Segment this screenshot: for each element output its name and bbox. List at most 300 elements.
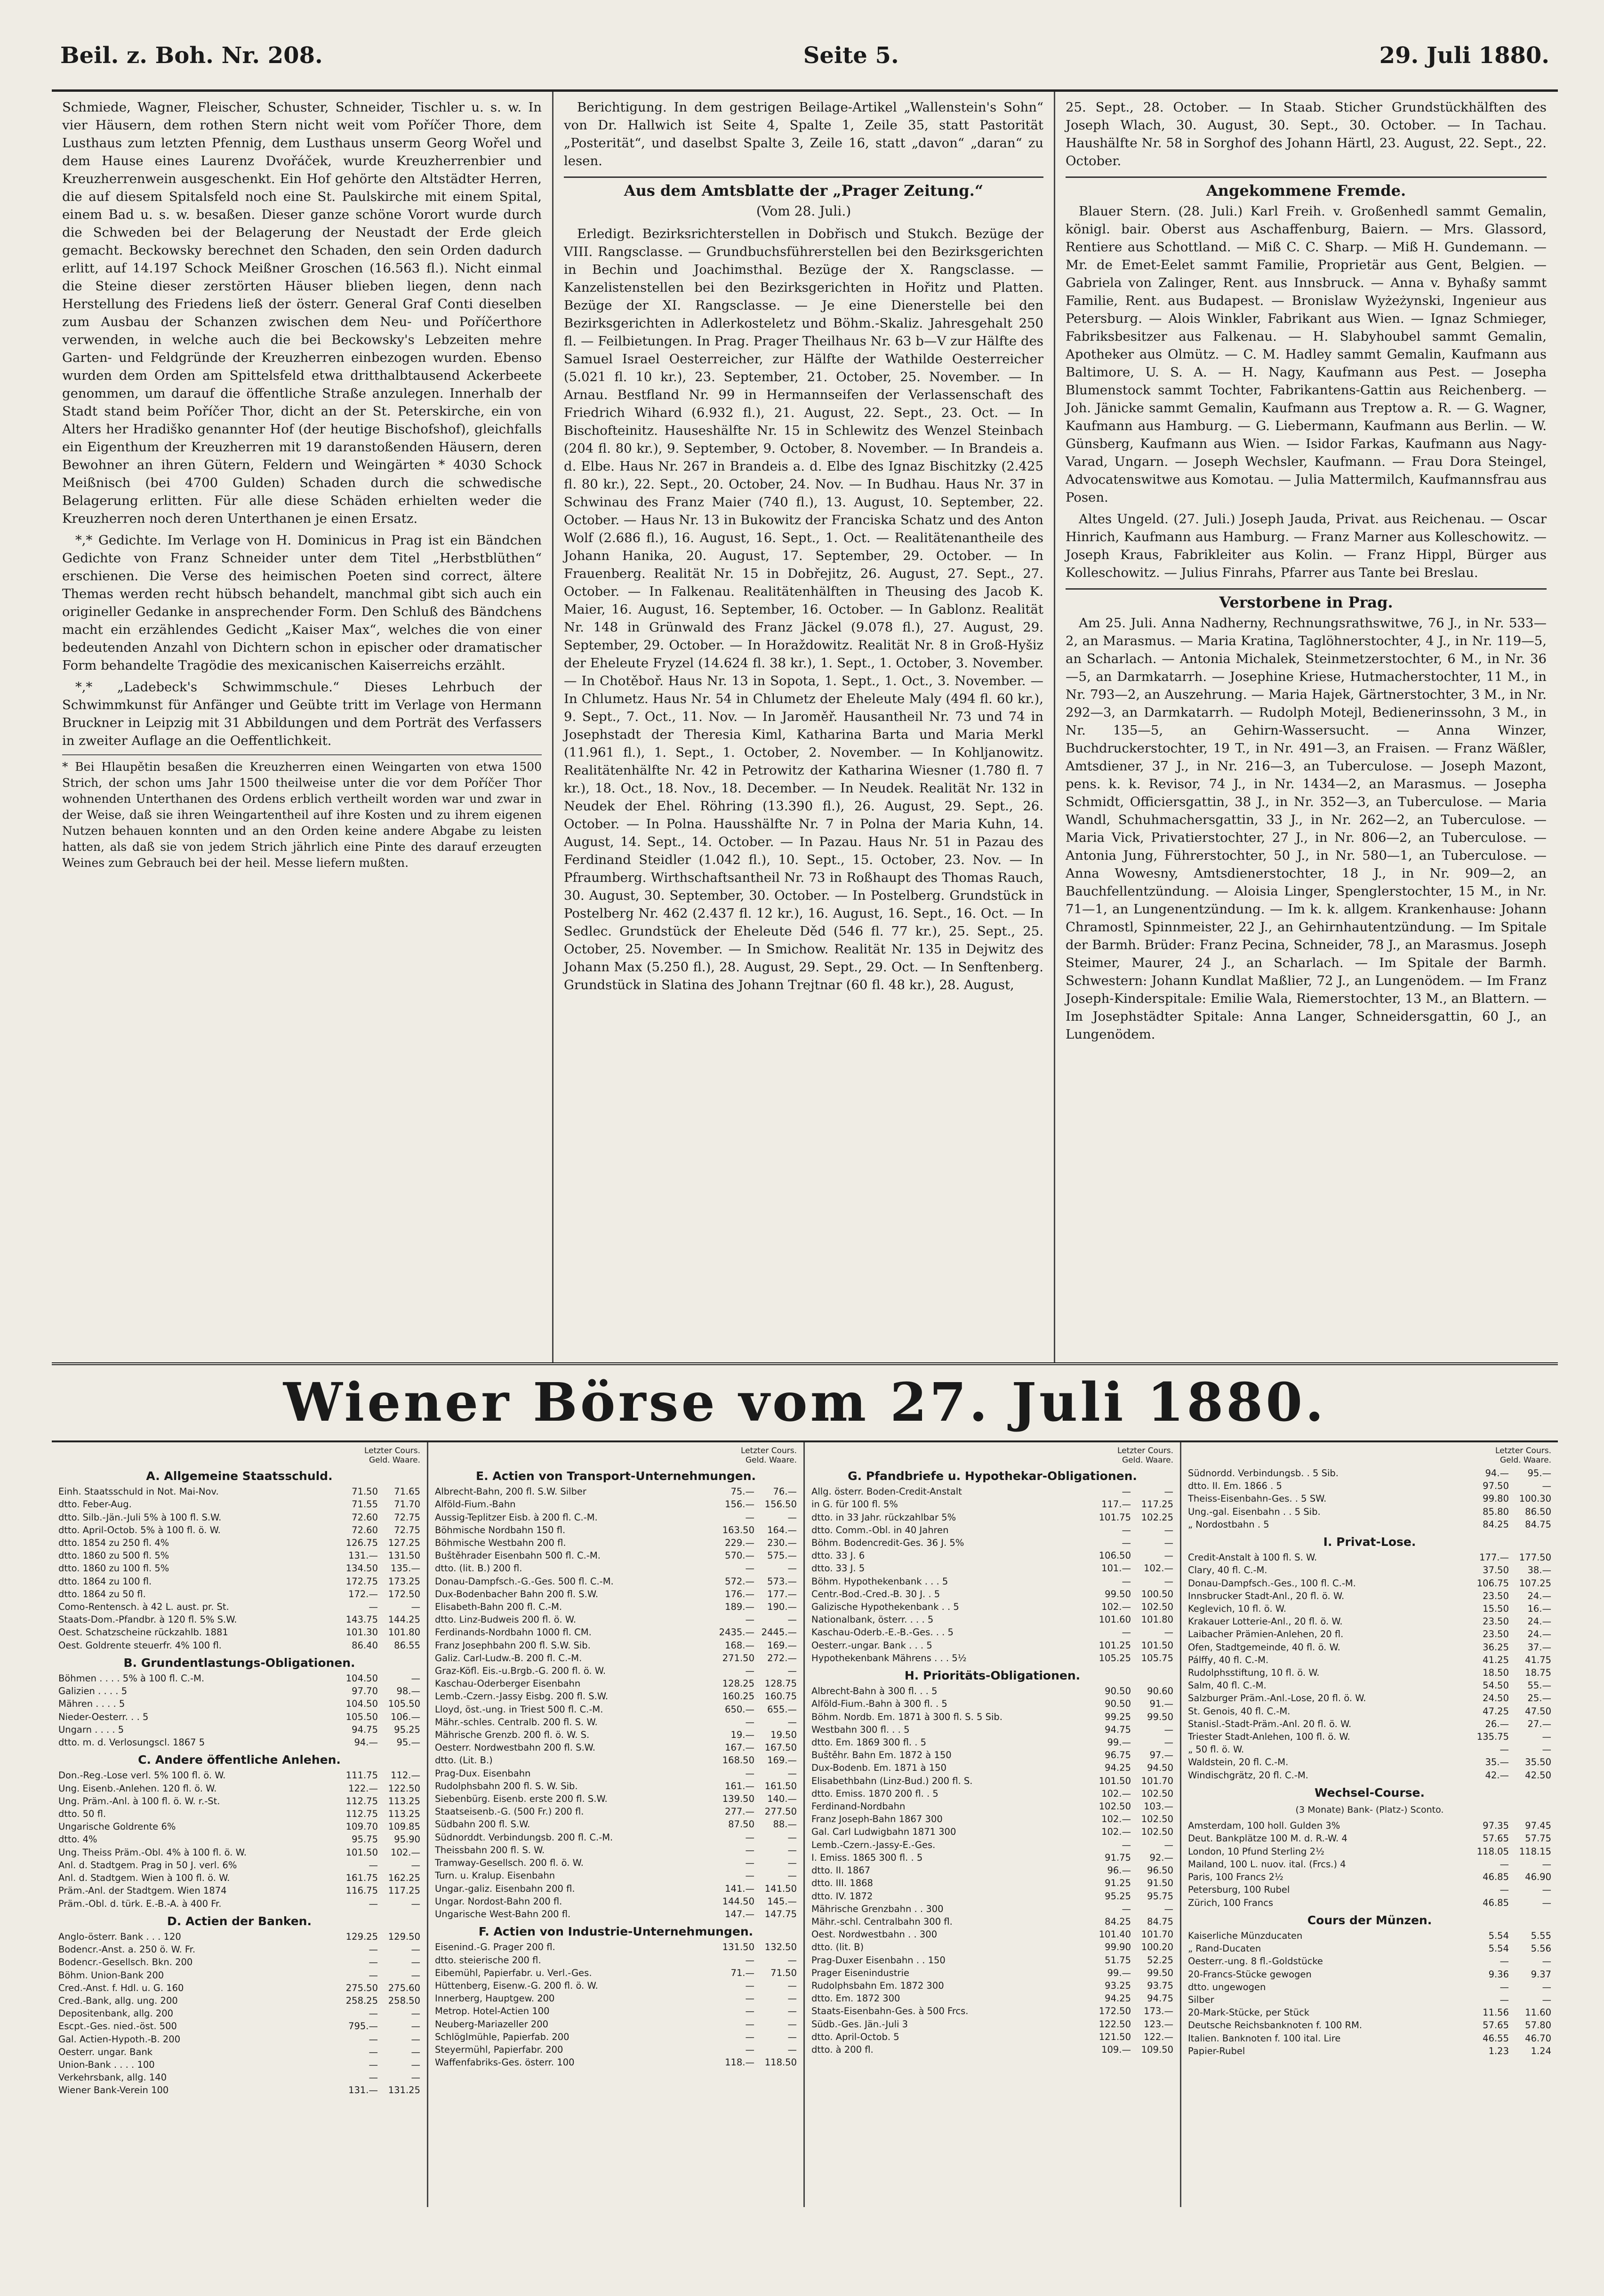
price-money: — bbox=[369, 1969, 378, 1981]
price-goods: 91.— bbox=[1149, 1698, 1173, 1710]
price-money: 75.— bbox=[730, 1486, 754, 1497]
security-name: Westbahn 300 fl. . . 5 bbox=[811, 1724, 910, 1735]
price-money: 96.75 bbox=[1105, 1750, 1131, 1761]
price-money: 122.— bbox=[348, 1783, 378, 1794]
price-money: 42.— bbox=[1485, 1769, 1509, 1781]
exchange-row bbox=[811, 1697, 1173, 1710]
price-money: 102.— bbox=[1101, 1814, 1131, 1825]
price-money: — bbox=[369, 1898, 378, 1909]
price-goods: 72.75 bbox=[394, 1512, 420, 1523]
price-money: 131.50 bbox=[722, 1942, 754, 1953]
price-goods: 573.— bbox=[767, 1576, 797, 1587]
price-money: — bbox=[745, 1665, 754, 1677]
price-money: 122.50 bbox=[1099, 2018, 1131, 2030]
price-goods: 11.60 bbox=[1525, 2007, 1551, 2018]
exchange-row bbox=[1188, 1518, 1551, 1531]
footnote: * Bei Hlaupětin besaßen die Kreuzherren einen Weingarten von etwa 1500 Strich, der schon ums Jahr 1500 theilweise unter die vor dem Poříčer Thor wohnenden Unterthanen des Ordens erblich vertheilt worden war und zwar in der Weise, daß sie ihren Weingartentheil auf ihre Kosten und zu ihrem eigenen Nutzen behauen konnten und an den Orden keine andere Abgabe zu leisten hatten, als daß sie von jedem Strich jährlich eine Pinte des darauf erzeugten Weines zum Gebrauch bei der heil. Messe liefern mußten. bbox=[62, 754, 542, 871]
exchange-row bbox=[811, 1600, 1173, 1613]
exchange-row bbox=[1188, 1858, 1551, 1871]
price-money: 116.75 bbox=[345, 1885, 378, 1896]
column-1 bbox=[52, 92, 553, 1362]
exchange-row bbox=[58, 1711, 420, 1723]
exchange-section-title: D. Actien der Banken. bbox=[167, 1914, 312, 1928]
stock-exchange-title: Wiener Börse vom 27. Juli 1880. bbox=[52, 1365, 1558, 1442]
price-goods: 95.— bbox=[1527, 1468, 1551, 1479]
security-name: Italien. Banknoten f. 100 ital. Lire bbox=[1188, 2032, 1341, 2044]
price-money: — bbox=[369, 2008, 378, 2019]
exchange-row bbox=[435, 1856, 797, 1869]
price-money: 105.25 bbox=[1099, 1652, 1131, 1664]
price-money: 126.75 bbox=[345, 1537, 378, 1549]
security-name: Amsterdam, 100 holl. Gulden 3% bbox=[1188, 1820, 1340, 1832]
price-money: — bbox=[369, 2046, 378, 2057]
security-name: Mähr.-schles. Centralb. 200 fl. S. W. bbox=[435, 1716, 598, 1728]
price-money: — bbox=[745, 2018, 754, 2030]
security-name: Albrecht-Bahn, 200 fl. S.W. Silber bbox=[435, 1486, 586, 1497]
exchange-row bbox=[1188, 2045, 1551, 2057]
price-money: — bbox=[369, 2033, 378, 2045]
exchange-row bbox=[1188, 1705, 1551, 1718]
price-money: 11.56 bbox=[1483, 2007, 1509, 2018]
price-goods: 94.50 bbox=[1147, 1762, 1173, 1774]
security-name: Alföld-Fium.-Bahn à 300 fl. . 5 bbox=[811, 1698, 947, 1710]
price-money: — bbox=[745, 1563, 754, 1574]
exchange-row bbox=[811, 1825, 1173, 1838]
price-money: 104.50 bbox=[345, 1698, 378, 1710]
security-name: Buštěhrader Eisenbahn 500 fl. C.-M. bbox=[435, 1550, 601, 1561]
price-goods: 123.— bbox=[1144, 2018, 1173, 2030]
security-name: I. Emiss. 1865 300 fl. . 5 bbox=[811, 1852, 923, 1863]
security-name: dtto. à 200 fl. bbox=[811, 2044, 874, 2055]
exchange-row bbox=[811, 1536, 1173, 1549]
price-money: 96.— bbox=[1107, 1865, 1131, 1876]
price-money: 97.70 bbox=[352, 1686, 378, 1697]
security-name: Theiss-Eisenbahn-Ges. . 5 SW. bbox=[1188, 1493, 1327, 1504]
security-name: Siebenbürg. Eisenb. erste 200 fl. S.W. bbox=[435, 1793, 608, 1805]
exchange-row bbox=[435, 1664, 797, 1677]
security-name: Oest. Nordwestbahn . . 300 bbox=[811, 1929, 938, 1940]
exchange-row bbox=[811, 1749, 1173, 1761]
price-goods: 113.25 bbox=[388, 1808, 420, 1820]
security-name: dtto. IV. 1872 bbox=[811, 1890, 873, 1902]
exchange-row bbox=[58, 1769, 420, 1782]
exchange-row bbox=[435, 1869, 797, 1882]
security-name: dtto. 33 J. 6 bbox=[811, 1550, 865, 1561]
price-money: 94.— bbox=[354, 1737, 378, 1748]
exchange-row bbox=[435, 1741, 797, 1754]
exchange-section-title: E. Actien von Transport-Unternehmungen. bbox=[476, 1469, 756, 1483]
column-header: Letzter Cours. Geld. Waare. bbox=[1117, 1446, 1173, 1465]
security-name: Böhmische Westbahn 200 fl. bbox=[435, 1537, 566, 1549]
price-money: — bbox=[745, 2031, 754, 2042]
price-goods: 84.75 bbox=[1525, 1519, 1551, 1530]
section-title: Angekommene Fremde. bbox=[1066, 176, 1547, 200]
price-money: 23.50 bbox=[1483, 1629, 1509, 1640]
price-goods: 655.— bbox=[767, 1704, 797, 1715]
price-goods: 100.20 bbox=[1141, 1942, 1173, 1953]
security-name: Cred.-Anst. f. Hdl. u. G. 160 bbox=[58, 1982, 184, 1993]
price-goods: 1.24 bbox=[1531, 2045, 1551, 2056]
security-name: Silber bbox=[1188, 1994, 1214, 2005]
security-name: dtto. 1860 zu 100 fl. 5% bbox=[58, 1563, 169, 1574]
price-money: 72.60 bbox=[352, 1512, 378, 1523]
exchange-row bbox=[58, 1498, 420, 1511]
exchange-row bbox=[811, 1652, 1173, 1664]
article-paragraph: 25. Sept., 28. October. — In Staab. Sticher Grundstückhälften des Joseph Wlach, 30. August, 30. Sept., 30. October. — In Tachau. Haushälfte Nr. 58 in Sorghof des Johann Härtl, 23. August, 22. Sept., 22. October. bbox=[1066, 100, 1547, 168]
exchange-row bbox=[811, 1511, 1173, 1524]
security-name: Waffenfabriks-Ges. österr. 100 bbox=[435, 2057, 575, 2068]
price-goods: — bbox=[787, 1716, 797, 1728]
price-goods: 46.90 bbox=[1525, 1872, 1551, 1883]
price-goods: 5.56 bbox=[1531, 1943, 1551, 1954]
security-name: Paris, 100 Francs 2½ bbox=[1188, 1872, 1283, 1883]
price-money: 167.— bbox=[725, 1742, 754, 1753]
exchange-row bbox=[1188, 1590, 1551, 1602]
security-name: „ 50 fl. ö. W. bbox=[1188, 1744, 1244, 1755]
price-money: 102.— bbox=[1101, 1788, 1131, 1799]
price-goods: 272.— bbox=[767, 1652, 797, 1664]
price-goods: 84.75 bbox=[1147, 1916, 1173, 1927]
price-goods: 575.— bbox=[767, 1550, 797, 1561]
price-money: — bbox=[1500, 1981, 1509, 1992]
exchange-row bbox=[58, 2058, 420, 2071]
exchange-row bbox=[1188, 1819, 1551, 1832]
price-goods: 135.— bbox=[391, 1563, 420, 1574]
price-money: 139.50 bbox=[722, 1793, 754, 1805]
price-money: 111.75 bbox=[345, 1770, 378, 1781]
price-money: — bbox=[1500, 1858, 1509, 1870]
price-money: — bbox=[369, 1944, 378, 1955]
security-name: Präm.-Anl. der Stadtgem. Wien 1874 bbox=[58, 1885, 227, 1896]
price-money: 99.80 bbox=[1483, 1493, 1509, 1504]
exchange-row bbox=[435, 1588, 797, 1600]
exchange-row bbox=[1188, 1993, 1551, 2006]
price-goods: 106.— bbox=[391, 1711, 420, 1722]
exchange-row bbox=[1188, 1718, 1551, 1730]
exchange-row bbox=[1188, 1871, 1551, 1883]
price-money: 102.— bbox=[1101, 1601, 1131, 1613]
price-goods: 164.— bbox=[767, 1524, 797, 1536]
exchange-row bbox=[811, 1736, 1173, 1749]
price-goods: 101.70 bbox=[1141, 1775, 1173, 1786]
exchange-row bbox=[435, 1792, 797, 1805]
price-money: 172.50 bbox=[1099, 2006, 1131, 2017]
price-money: 19.— bbox=[730, 1729, 754, 1741]
price-money: — bbox=[1122, 1486, 1131, 1497]
security-name: Keglevich, 10 fl. ö. W. bbox=[1188, 1603, 1286, 1615]
exchange-row bbox=[58, 2033, 420, 2046]
exchange-column bbox=[1181, 1442, 1558, 2207]
price-goods: — bbox=[411, 1601, 420, 1613]
security-name: Böhm. Hypothekenbank . . . 5 bbox=[811, 1576, 948, 1587]
price-goods: — bbox=[411, 2046, 420, 2057]
price-money: 189.— bbox=[725, 1601, 754, 1613]
exchange-row bbox=[811, 1524, 1173, 1536]
security-name: Südnorddt. Verbindungsb. 200 fl. C.-M. bbox=[435, 1832, 613, 1843]
security-name: Ung. Theiss Präm.-Obl. 4% à 100 fl. ö. W. bbox=[58, 1847, 247, 1858]
price-goods: — bbox=[1164, 1537, 1173, 1549]
price-goods: — bbox=[411, 1859, 420, 1871]
security-name: Ung. Präm.-Anl. à 100 fl. ö. W. r.-St. bbox=[58, 1795, 220, 1807]
price-goods: 88.— bbox=[773, 1819, 797, 1830]
exchange-row bbox=[811, 1711, 1173, 1723]
exchange-row bbox=[811, 1588, 1173, 1600]
price-money: 121.50 bbox=[1099, 2031, 1131, 2042]
issue-date: 29. Juli 1880. bbox=[1379, 42, 1549, 69]
price-goods: 41.75 bbox=[1525, 1654, 1551, 1665]
price-goods: 9.37 bbox=[1531, 1968, 1551, 1980]
exchange-row bbox=[1188, 1628, 1551, 1640]
price-goods: 71.70 bbox=[394, 1499, 420, 1510]
security-name: Ungarische West-Bahn 200 fl. bbox=[435, 1908, 571, 1920]
price-money: 102.50 bbox=[1099, 1801, 1131, 1812]
price-goods: — bbox=[787, 1844, 797, 1856]
security-name: dtto. steierische 200 fl. bbox=[435, 1954, 541, 1966]
security-name: Ungar.-galiz. Eisenbahn 200 fl. bbox=[435, 1883, 575, 1894]
security-name: Böhm. Union-Bank 200 bbox=[58, 1969, 164, 1981]
price-money: — bbox=[745, 1993, 754, 2004]
price-goods: — bbox=[411, 1898, 420, 1909]
price-money: 156.— bbox=[725, 1499, 754, 1510]
exchange-row bbox=[435, 1728, 797, 1741]
price-goods: 91.50 bbox=[1147, 1878, 1173, 1889]
security-name: dtto. II. 1867 bbox=[811, 1865, 871, 1876]
price-goods: 52.25 bbox=[1147, 1954, 1173, 1966]
price-goods: — bbox=[787, 1954, 797, 1966]
exchange-row bbox=[1188, 1929, 1551, 1942]
exchange-row bbox=[811, 1761, 1173, 1774]
exchange-section-title: A. Allgemeine Staatsschuld. bbox=[146, 1469, 333, 1483]
price-goods: 131.25 bbox=[388, 2085, 420, 2096]
price-goods: — bbox=[1542, 1744, 1551, 1755]
price-goods: — bbox=[787, 2006, 797, 2017]
price-goods: — bbox=[1542, 1956, 1551, 1967]
price-money: 271.50 bbox=[722, 1652, 754, 1664]
security-name: dtto. 50 fl. bbox=[58, 1808, 106, 1820]
exchange-row bbox=[1188, 1577, 1551, 1590]
price-goods: — bbox=[1164, 1903, 1173, 1914]
price-goods: 118.50 bbox=[764, 2057, 797, 2068]
price-goods: — bbox=[1542, 1897, 1551, 1908]
price-goods: 93.75 bbox=[1147, 1980, 1173, 1991]
price-goods: 101.80 bbox=[388, 1627, 420, 1638]
price-money: 41.25 bbox=[1483, 1654, 1509, 1665]
price-goods: 117.25 bbox=[388, 1885, 420, 1896]
price-goods: 109.50 bbox=[1141, 2044, 1173, 2055]
price-money: 160.25 bbox=[722, 1691, 754, 1702]
security-name: Rudolphsstiftung, 10 fl. ö. W. bbox=[1188, 1667, 1320, 1679]
price-money: 99.— bbox=[1107, 1737, 1131, 1748]
exchange-row bbox=[1188, 1505, 1551, 1518]
exchange-row bbox=[811, 2031, 1173, 2043]
price-goods: 101.80 bbox=[1141, 1614, 1173, 1625]
price-money: — bbox=[1122, 1627, 1131, 1638]
exchange-row bbox=[58, 1982, 420, 1994]
price-money: — bbox=[1500, 1744, 1509, 1755]
exchange-row bbox=[58, 1930, 420, 1943]
price-goods: 169.— bbox=[767, 1755, 797, 1766]
security-name: Mailand, 100 L. nuov. ital. (Frcs.) 4 bbox=[1188, 1858, 1346, 1870]
exchange-row bbox=[811, 2043, 1173, 2056]
exchange-row bbox=[58, 1524, 420, 1536]
security-name: Oesterr. Nordwestbahn 200 fl. S.W. bbox=[435, 1742, 595, 1753]
price-money: 141.— bbox=[725, 1883, 754, 1894]
price-goods: 100.30 bbox=[1519, 1493, 1551, 1504]
price-money: 229.— bbox=[725, 1537, 754, 1549]
security-name: Windischgrätz, 20 fl. C.-M. bbox=[1188, 1769, 1308, 1781]
price-goods: 86.50 bbox=[1525, 1506, 1551, 1517]
exchange-row bbox=[811, 1613, 1173, 1626]
security-name: dtto. m. d. Verlosungscl. 1867 5 bbox=[58, 1737, 205, 1748]
price-goods: 190.— bbox=[767, 1601, 797, 1613]
security-name: Centr.-Bod.-Cred.-B. 30 J. . 5 bbox=[811, 1588, 940, 1600]
exchange-row bbox=[58, 1485, 420, 1498]
price-goods: — bbox=[787, 2044, 797, 2055]
security-name: Mähr.-schl. Centralbahn 300 fl. bbox=[811, 1916, 953, 1927]
price-money: 1.23 bbox=[1488, 2045, 1509, 2056]
security-name: Nieder-Oesterr. . . 5 bbox=[58, 1711, 149, 1722]
security-name: Anl. d. Stadtgem. Prag in 50 J. verl. 6% bbox=[58, 1859, 237, 1871]
price-money: 109.— bbox=[1101, 2044, 1131, 2055]
price-goods: — bbox=[1542, 1858, 1551, 1870]
security-name: Turn. u. Kralup. Eisenbahn bbox=[435, 1870, 555, 1881]
security-name: Don.-Reg.-Lose verl. 5% 100 fl. ö. W. bbox=[58, 1770, 226, 1781]
price-money: — bbox=[369, 1957, 378, 1968]
price-money: — bbox=[369, 1859, 378, 1871]
security-name: Innerberg, Hauptgew. 200 bbox=[435, 1993, 555, 2004]
price-money: 26.— bbox=[1485, 1718, 1509, 1729]
price-money: 161.— bbox=[725, 1780, 754, 1792]
security-name: Ungarische Goldrente 6% bbox=[58, 1821, 176, 1832]
security-name: in G. für 100 fl. 5% bbox=[811, 1499, 898, 1510]
security-name: Staatseisenb.-G. (500 Fr.) 200 fl. bbox=[435, 1806, 584, 1817]
price-money: 105.50 bbox=[345, 1711, 378, 1722]
price-money: 112.75 bbox=[345, 1795, 378, 1807]
exchange-row bbox=[435, 2031, 797, 2043]
security-name: Clary, 40 fl. C.-M. bbox=[1188, 1565, 1267, 1576]
price-goods: — bbox=[1164, 1486, 1173, 1497]
security-name: Donau-Dampfsch.-Ges., 100 fl. C.-M. bbox=[1188, 1577, 1356, 1589]
price-money: 144.50 bbox=[722, 1896, 754, 1907]
exchange-row bbox=[435, 2056, 797, 2069]
security-name: Ferdinand-Nordbahn bbox=[811, 1801, 906, 1812]
exchange-row bbox=[1188, 1883, 1551, 1896]
security-name: Pálffy, 40 fl. C.-M. bbox=[1188, 1654, 1269, 1665]
price-money: — bbox=[1122, 1903, 1131, 1914]
price-goods: — bbox=[411, 1957, 420, 1968]
exchange-row bbox=[811, 1967, 1173, 1979]
price-goods: 95.— bbox=[396, 1737, 420, 1748]
security-name: Südb.-Ges. Jän.-Juli 3 bbox=[811, 2018, 908, 2030]
exchange-row bbox=[435, 1754, 797, 1767]
exchange-row bbox=[811, 1575, 1173, 1588]
price-money: 37.50 bbox=[1483, 1565, 1509, 1576]
price-money: 101.50 bbox=[345, 1847, 378, 1858]
price-goods: — bbox=[787, 1857, 797, 1869]
price-goods: — bbox=[1542, 1981, 1551, 1992]
price-money: 112.75 bbox=[345, 1808, 378, 1820]
exchange-row bbox=[811, 1775, 1173, 1787]
security-name: Wiener Bank-Verein 100 bbox=[58, 2085, 169, 2096]
exchange-row bbox=[435, 1844, 797, 1856]
price-money: 147.— bbox=[725, 1908, 754, 1920]
price-money: 135.75 bbox=[1476, 1731, 1509, 1743]
price-goods: — bbox=[787, 2018, 797, 2030]
price-money: 94.25 bbox=[1105, 1762, 1131, 1774]
price-goods: 2445.— bbox=[761, 1627, 797, 1638]
price-goods: — bbox=[787, 1512, 797, 1523]
price-money: 35.— bbox=[1485, 1757, 1509, 1768]
security-name: Staats-Eisenbahn-Ges. à 500 Frcs. bbox=[811, 2006, 969, 2017]
price-money: 97.35 bbox=[1483, 1820, 1509, 1832]
price-goods: — bbox=[1164, 1737, 1173, 1748]
price-goods: 16.— bbox=[1527, 1603, 1551, 1615]
security-name: dtto. 1864 zu 100 fl. bbox=[58, 1576, 152, 1587]
exchange-row bbox=[435, 1992, 797, 2005]
price-goods: 160.75 bbox=[764, 1691, 797, 1702]
article-paragraph: Schmiede, Wagner, Fleischer, Schuster, Schneider, Tischler u. s. w. In vier Häusern, dem rothen Stern nicht weit vom Poříčer Thore, dem Lusthaus zum letzten Pfennig, dem Lusthaus unserm Georg Wořel und dem Hause eines Laurenz Dvořáček, wurde Kreuzherrenbier und Kreuzherrenwein ausgeschenkt. Ein Hof gehörte den Altstädter Herren, die auf diesem Spitalsfeld noch eine St. Paulskirche mit einem Spital, einem Bad u. s. w. besaßen. Dieser ganze schöne Vorort wurde durch die Schweden bei der Belagerung der Neustadt der Erde gleich gemacht. Beckowsky berechnet den Schaden, den sein Orden dadurch erlitt, auf 14.197 Schock Meißner Groschen (16.563 fl.). Nicht einmal die Steine dieser zerstörten Häuser blieben liegen, denn nach Herstellung des Friedens ließ der österr. General Graf Conti dieselben zum Ausbau der Schanzen zwischen dem Neu- und Poříčerthore verwenden, in welche auch die bei Beckowsky's Lebzeiten mehre Garten- und Feldgründe der Kreuzherren einbezogen wurden. Ebenso wurden dem Orden am Spittelsfeld etwa dritthalbtausend Ackerbeete genommen, um darauf die öffentliche Straße anzulegen. Innerhalb der Stadt stand beim Poříčer Thor, dicht an der St. Peterskirche, ein von Alters her Hradiško genannter Hof (der heutige Bischofshof), gleichfalls ein Eigenthum der Kreuzherren mit 19 daranstoßenden Häusern, deren Bewohner an ihren Gütern, Feldern und Weingärten * 4030 Schock Meißnisch (bei 4700 Gulden) Schaden durch die schwedische Belagerung erlitten. Für alle diese Schäden erhielten weder die Kreuzherren noch deren Unterthanen je einen Ersatz. bbox=[62, 100, 542, 526]
security-name: Hypothekenbank Mährens . . . 5½ bbox=[811, 1652, 967, 1664]
security-name: dtto. (Lit. B.) bbox=[435, 1755, 493, 1766]
security-name: Albrecht-Bahn à 300 fl. . . 5 bbox=[811, 1686, 938, 1697]
price-money: 71.— bbox=[730, 1967, 754, 1978]
price-money: 101.30 bbox=[345, 1627, 378, 1638]
price-goods: 72.75 bbox=[394, 1524, 420, 1536]
price-goods: 118.15 bbox=[1519, 1846, 1551, 1857]
price-money: — bbox=[369, 1601, 378, 1613]
price-money: 104.50 bbox=[345, 1673, 378, 1684]
exchange-row bbox=[435, 2043, 797, 2056]
security-name: Lloyd, öst.-ung. in Triest 500 fl. C.-M. bbox=[435, 1704, 603, 1715]
exchange-row bbox=[435, 1600, 797, 1613]
exchange-row bbox=[435, 1908, 797, 1920]
price-goods: — bbox=[787, 1980, 797, 1991]
price-goods: 94.75 bbox=[1147, 1993, 1173, 2004]
exchange-row bbox=[1188, 1615, 1551, 1628]
price-goods: 35.50 bbox=[1525, 1757, 1551, 1768]
exchange-row bbox=[1188, 1942, 1551, 1955]
issue-reference: Beil. z. Boh. Nr. 208. bbox=[60, 42, 323, 69]
price-money: 84.25 bbox=[1483, 1519, 1509, 1530]
exchange-row bbox=[58, 1626, 420, 1639]
price-money: 109.70 bbox=[345, 1821, 378, 1832]
section-title: Aus dem Amtsblatte der „Prager Zeitung.“ bbox=[564, 176, 1043, 200]
security-name: 20-Mark-Stücke, per Stück bbox=[1188, 2007, 1310, 2018]
exchange-row bbox=[811, 1800, 1173, 1813]
security-name: dtto. III. 1868 bbox=[811, 1878, 873, 1889]
price-goods: 127.25 bbox=[388, 1537, 420, 1549]
price-money: 570.— bbox=[725, 1550, 754, 1561]
exchange-row bbox=[811, 1992, 1173, 2005]
security-name: Lemb.-Czern.-Jassy-E.-Ges. bbox=[811, 1839, 936, 1850]
exchange-row bbox=[435, 1575, 797, 1588]
price-goods: 42.50 bbox=[1525, 1769, 1551, 1781]
exchange-row bbox=[811, 1941, 1173, 1953]
security-name: Escpt.-Ges. nied.-öst. 500 bbox=[58, 2021, 177, 2032]
exchange-row bbox=[58, 1575, 420, 1588]
exchange-row bbox=[811, 1954, 1173, 1967]
price-goods: 96.50 bbox=[1147, 1865, 1173, 1876]
price-goods: 117.25 bbox=[1141, 1499, 1173, 1510]
price-goods: — bbox=[1542, 1884, 1551, 1896]
security-name: Ungar. Nordost-Bahn 200 fl. bbox=[435, 1896, 562, 1907]
price-money: 84.25 bbox=[1105, 1916, 1131, 1927]
security-name: Anl. d. Stadtgem. Wien à 100 fl. ö. W. bbox=[58, 1872, 230, 1884]
price-money: 106.50 bbox=[1099, 1550, 1131, 1561]
exchange-row bbox=[58, 1846, 420, 1859]
price-money: — bbox=[369, 2072, 378, 2083]
price-goods: 76.— bbox=[773, 1486, 797, 1497]
